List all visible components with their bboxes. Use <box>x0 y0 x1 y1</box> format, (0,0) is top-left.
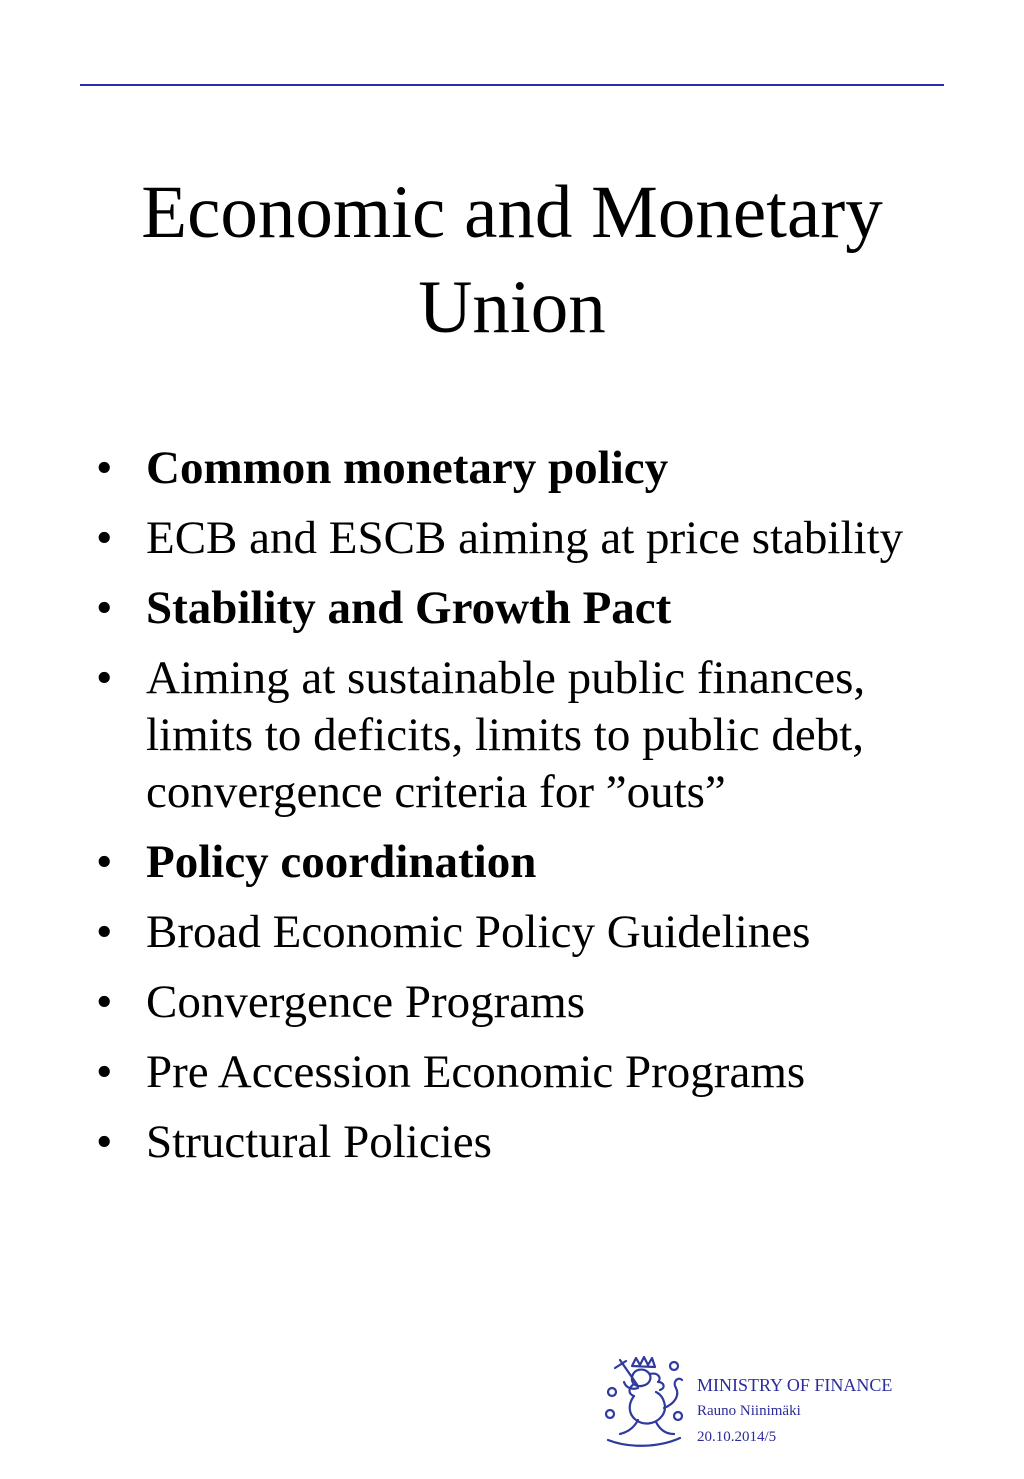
bullet-item <box>96 834 946 891</box>
bullet-dot: • <box>96 652 113 704</box>
bullet-dot: • <box>96 836 113 888</box>
bullet-item <box>96 650 946 821</box>
bullet-dot: • <box>96 442 113 494</box>
bullet-item <box>96 1114 946 1171</box>
bullet-dot: • <box>96 1046 113 1098</box>
bullet-item <box>96 510 946 567</box>
bullet-text: Broad Economic Policy Guidelines <box>146 906 811 958</box>
bullet-text: ECB and ESCB aiming at price stability <box>146 512 904 564</box>
bullet-text: Policy coordination <box>146 836 537 888</box>
bullet-text: Structural Policies <box>146 1116 492 1168</box>
bullet-text: Aiming at sustainable public finances, limits to deficits, limits to public debt, convergence criteria for ”outs” <box>146 652 866 818</box>
bullet-item <box>96 904 946 961</box>
author-name: Rauno Niinimäki <box>697 1403 801 1419</box>
footer-text <box>697 1372 892 1450</box>
bullet-list <box>96 440 946 1184</box>
bullet-text: Common monetary policy <box>146 442 669 494</box>
footer <box>598 1352 938 1462</box>
bullet-text: Stability and Growth Pact <box>146 582 672 634</box>
slide-title <box>0 165 1024 355</box>
bullet-dot: • <box>96 1116 113 1168</box>
bullet-dot: • <box>96 512 113 564</box>
bullet-item <box>96 974 946 1031</box>
header-rule <box>80 84 944 86</box>
date-page: 20.10.2014/5 <box>697 1429 777 1445</box>
bullet-item <box>96 580 946 637</box>
slide-title-line-2: Union <box>418 266 606 349</box>
bullet-text: Pre Accession Economic Programs <box>146 1046 806 1098</box>
bullet-dot: • <box>96 582 113 634</box>
slide-title-line-1: Economic and Monetary <box>141 171 883 254</box>
bullet-dot: • <box>96 906 113 958</box>
ministry-name: MINISTRY OF FINANCE <box>697 1375 893 1395</box>
bullet-item <box>96 1044 946 1101</box>
finnish-lion-coat-of-arms-icon <box>598 1352 688 1452</box>
bullet-dot: • <box>96 976 113 1028</box>
bullet-text: Convergence Programs <box>146 976 585 1028</box>
bullet-item <box>96 440 946 497</box>
